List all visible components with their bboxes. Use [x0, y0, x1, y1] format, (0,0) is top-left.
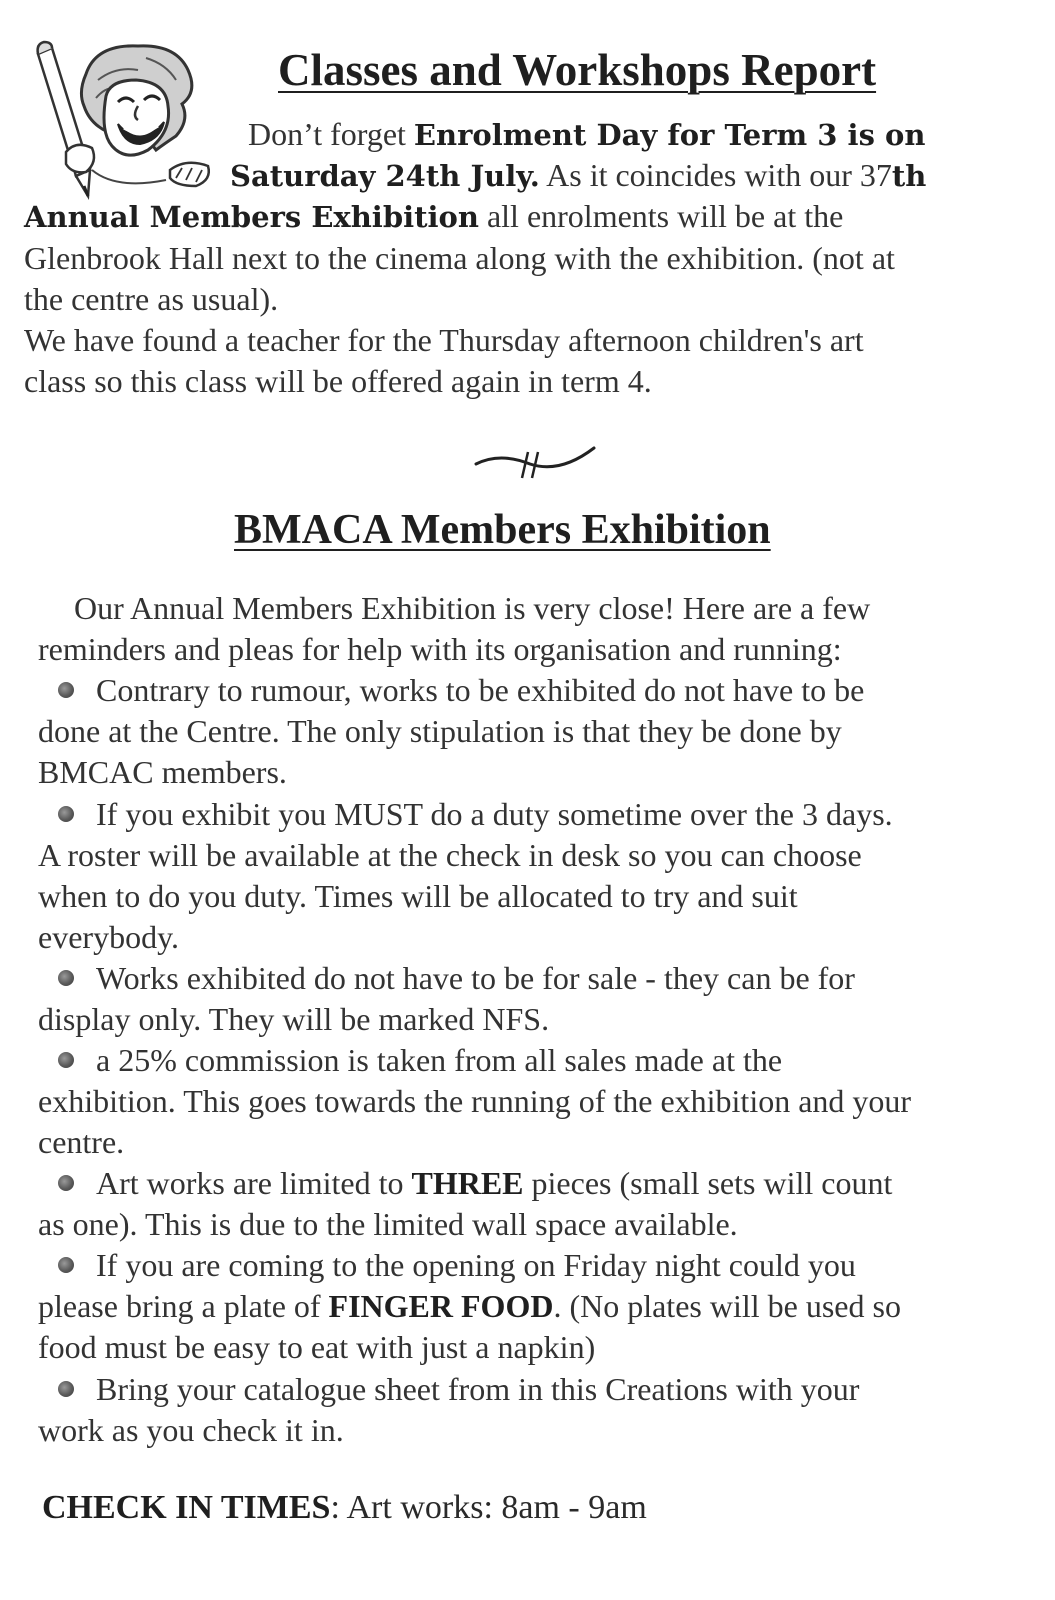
text-run: Contrary to rumour, works to be exhibited do not have to be: [96, 672, 865, 708]
exhibition-line: [38, 1204, 738, 1244]
bold-text-run: Enrolment Day for Term 3 is on: [413, 118, 926, 152]
exhibition-line: [58, 1369, 859, 1409]
bullet-icon: [58, 682, 74, 698]
text-run: the centre as usual).: [24, 281, 279, 317]
text-run: pieces (small sets will count: [523, 1165, 893, 1201]
exhibition-line: [74, 588, 870, 628]
text-run: everybody.: [38, 919, 179, 955]
text-run: Don’t forget: [248, 116, 414, 152]
text-run: Our Annual Members Exhibition is very close! Here are a few: [74, 590, 871, 626]
text-run: Glenbrook Hall next to the cinema along with the exhibition. (not at: [24, 240, 895, 276]
text-run: class so this class will be offered again in term 4.: [24, 363, 652, 399]
bullet-icon: [58, 1257, 74, 1273]
bullet-icon: [58, 1381, 74, 1397]
bold-text-run: THREE: [411, 1165, 524, 1201]
bold-text-run: FINGER FOOD: [328, 1288, 554, 1324]
text-run: display only. They will be marked NFS.: [38, 1001, 550, 1037]
classes-report-title: Classes and Workshops Report: [278, 45, 877, 95]
exhibition-line: [58, 670, 864, 710]
exhibition-line: [38, 752, 287, 792]
text-run: done at the Centre. The only stipulation is that they be done by: [38, 713, 842, 749]
classes-line: [248, 114, 925, 155]
classes-line: [24, 361, 652, 401]
exhibition-line: [38, 835, 862, 875]
classes-line: [24, 320, 864, 360]
exhibition-line: [38, 1081, 911, 1121]
text-run: As it coincides with our 37: [539, 157, 892, 193]
exhibition-line: [58, 1245, 856, 1285]
exhibition-title: BMACA Members Exhibition: [234, 507, 771, 553]
text-run: as one). This is due to the limited wall space available.: [38, 1206, 738, 1242]
exhibition-line: [38, 711, 842, 751]
bold-text-run: Annual Members Exhibition: [24, 200, 479, 234]
bullet-icon: [58, 806, 74, 822]
text-run: BMCAC members.: [38, 754, 287, 790]
exhibition-line: [38, 1286, 901, 1326]
text-run: . (No plates will be used so: [553, 1288, 901, 1324]
exhibition-line: [38, 917, 179, 957]
text-run: Art works are limited to: [96, 1165, 412, 1201]
text-run: If you are coming to the opening on Friday night could you: [96, 1247, 856, 1283]
text-run: exhibition. This goes towards the running of the exhibition and your: [38, 1083, 912, 1119]
text-run: when to do you duty. Times will be allocated to try and suit: [38, 878, 798, 914]
text-run: We have found a teacher for the Thursday afternoon children's art: [24, 322, 864, 358]
text-run: reminders and pleas for help with its organisation and running:: [38, 631, 842, 667]
text-run: all enrolments will be at the: [478, 198, 844, 234]
exhibition-line: [38, 876, 798, 916]
check-in-times: [42, 1488, 647, 1528]
text-run: Works exhibited do not have to be for sale - they can be for: [96, 960, 855, 996]
cartoon-pencil-mascot-icon: [26, 40, 216, 210]
exhibition-line: [38, 999, 549, 1039]
bold-text-run: th: [891, 159, 927, 193]
exhibition-line: [38, 1410, 344, 1450]
classes-line: [24, 196, 843, 237]
text-run: centre.: [38, 1124, 125, 1160]
text-run: food must be easy to eat with just a napkin): [38, 1329, 596, 1365]
text-run: work as you check it in.: [38, 1412, 344, 1448]
check-in-text: : Art works: 8am - 9am: [330, 1489, 647, 1526]
bold-text-run: Saturday 24th July.: [230, 159, 540, 193]
text-run: please bring a plate of: [38, 1288, 329, 1324]
exhibition-line: [58, 1163, 892, 1203]
exhibition-line: [58, 958, 855, 998]
classes-line: [230, 155, 926, 196]
bullet-icon: [58, 970, 74, 986]
exhibition-line: [38, 1327, 595, 1367]
bullet-icon: [58, 1052, 74, 1068]
check-in-label: CHECK IN TIMES: [42, 1489, 331, 1526]
exhibition-line: [58, 1040, 782, 1080]
classes-line: [24, 279, 278, 319]
text-run: A roster will be available at the check in desk so you can choose: [38, 837, 862, 873]
text-run: a 25% commission is taken from all sales made at the: [96, 1042, 783, 1078]
exhibition-line: [38, 1122, 124, 1162]
text-run: Bring your catalogue sheet from in this Creations with your: [96, 1371, 860, 1407]
flourish-divider-icon: [470, 442, 600, 482]
text-run: If you exhibit you MUST do a duty sometime over the 3 days.: [96, 796, 893, 832]
classes-line: [24, 238, 895, 278]
exhibition-line: [58, 794, 893, 834]
exhibition-line: [38, 629, 842, 669]
bullet-icon: [58, 1175, 74, 1191]
